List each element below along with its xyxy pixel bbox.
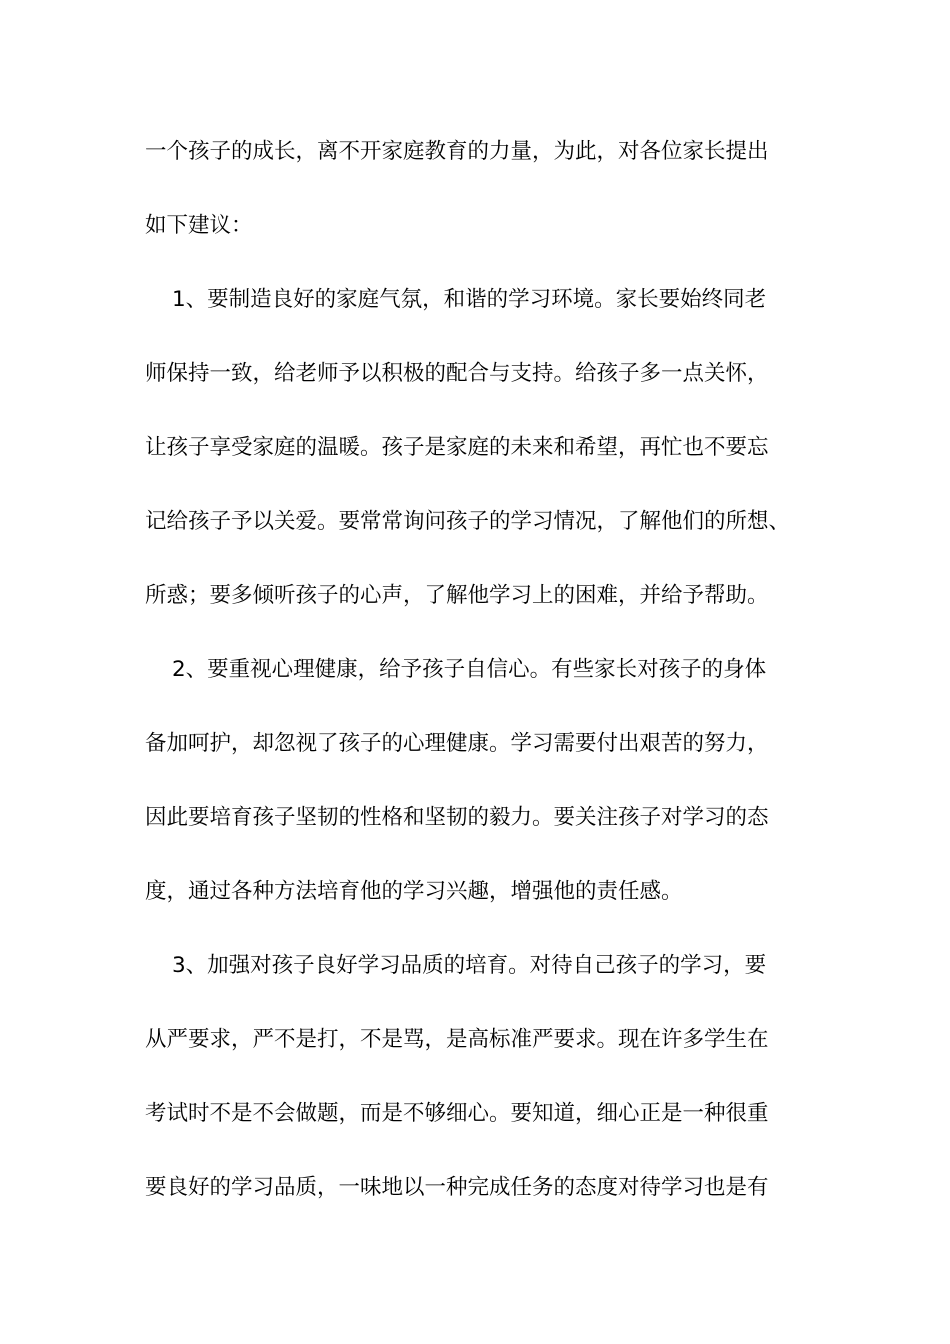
text-line: 要良好的学习品质，一味地以一种完成任务的态度对待学习也是有 <box>145 1175 769 1200</box>
paragraph-1-heading-line: 1、要制造良好的家庭气氛，和谐的学习环境。家长要始终同老 <box>172 287 767 312</box>
text-line: 考试时不是不会做题，而是不够细心。要知道，细心正是一种很重 <box>145 1101 769 1126</box>
text-line: 从严要求，严不是打，不是骂，是高标准严要求。现在许多学生在 <box>145 1027 769 1052</box>
text-line: 让孩子享受家庭的温暖。孩子是家庭的未来和希望，再忙也不要忘 <box>145 435 769 460</box>
text-line: 备加呵护，却忽视了孩子的心理健康。学习需要付出艰苦的努力， <box>145 731 769 756</box>
text-line: 师保持一致，给老师予以积极的配合与支持。给孩子多一点关怀， <box>145 361 769 386</box>
text-line: 所惑；要多倾听孩子的心声，了解他学习上的困难，并给予帮助。 <box>145 583 769 608</box>
paragraph-3-heading-line: 3、加强对孩子良好学习品质的培育。对待自己孩子的学习，要 <box>172 953 767 978</box>
text-line: 记给孩子予以关爱。要常常询问孩子的学习情况，了解他们的所想、 <box>145 509 791 534</box>
paragraph-2-heading-line: 2、要重视心理健康，给予孩子自信心。有些家长对孩子的身体 <box>172 657 767 682</box>
text-line: 因此要培育孩子坚韧的性格和坚韧的毅力。要关注孩子对学习的态 <box>145 805 769 830</box>
text-line: 度，通过各种方法培育他的学习兴趣，增强他的责任感。 <box>145 879 683 904</box>
text-line: 如下建议： <box>145 213 253 238</box>
text-line: 一个孩子的成长，离不开家庭教育的力量，为此，对各位家长提出 <box>145 139 769 164</box>
